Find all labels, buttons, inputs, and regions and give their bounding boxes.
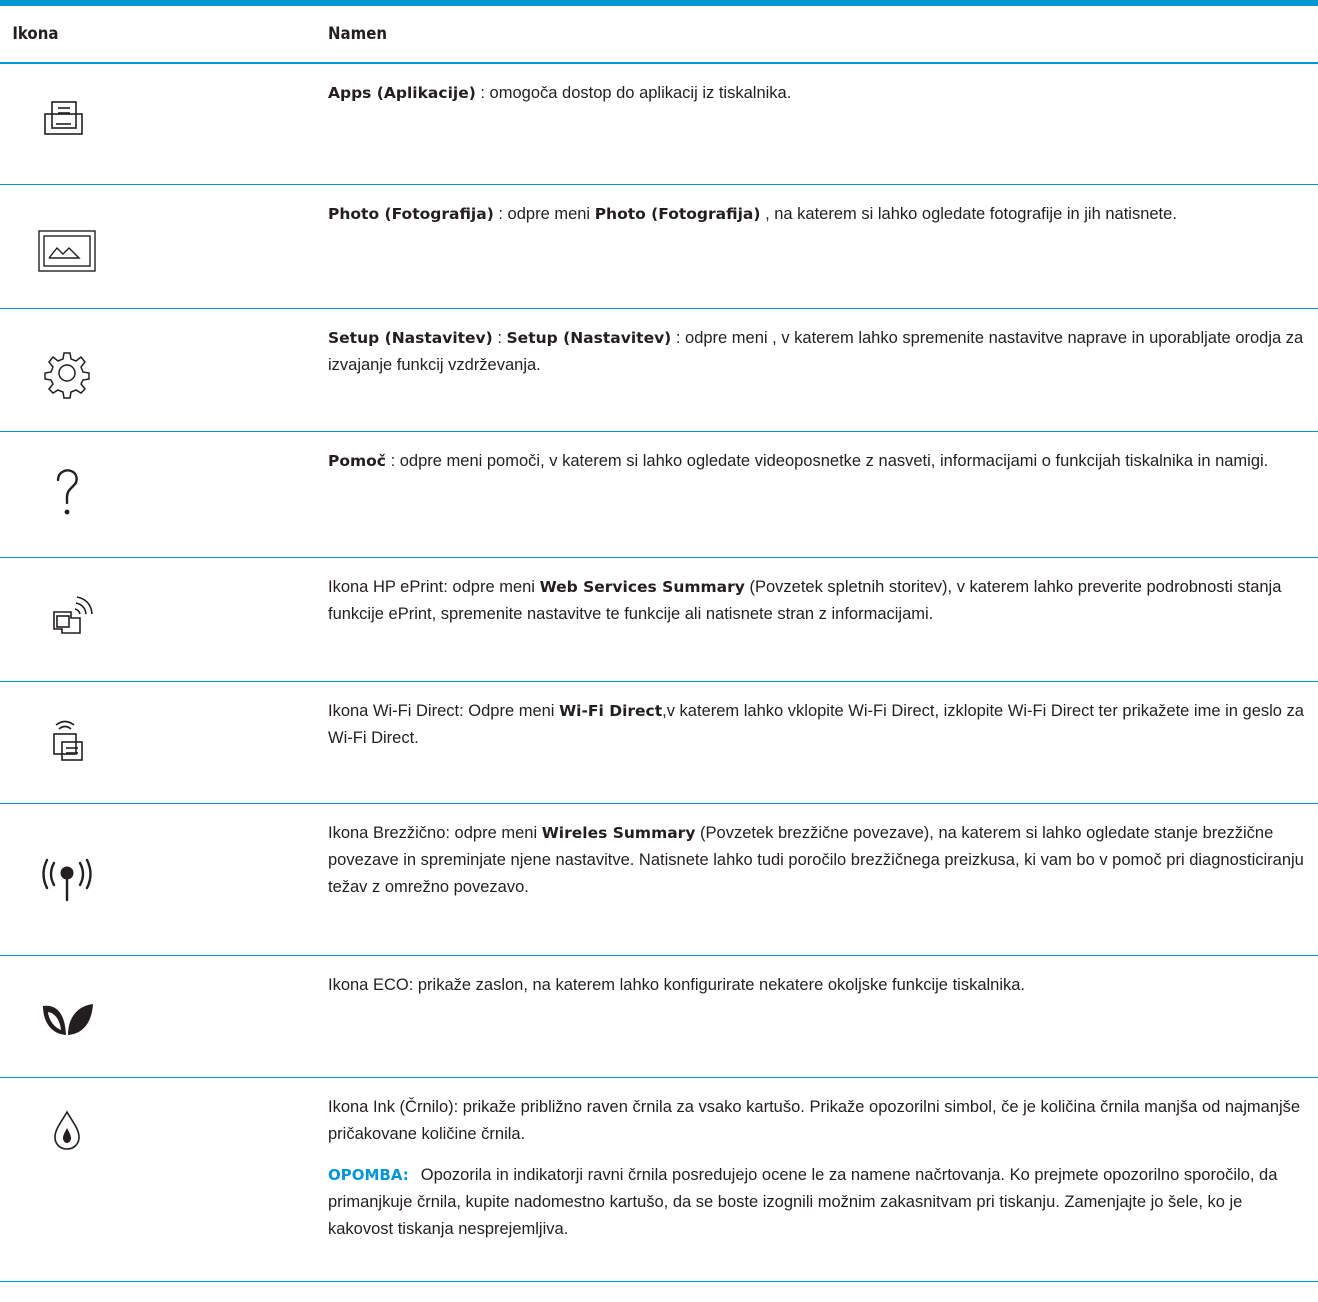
table-row <box>0 309 1318 432</box>
gear-icon <box>35 341 99 405</box>
table-row <box>0 558 1318 682</box>
column-header-purpose: Namen <box>328 24 388 44</box>
row-description: Ikona Ink (Črnilo): prikaže približno raven črnila za vsako kartušo. Prikaže opozorilni simbol, če je količina črnila manjša od najmanjše pričakovane količine črnila. OPOMBA: Opozorila in indikatorji ravni črnila posredujejo ocene le za namene načrtovanja. Ko prejmete opozorilno sporočilo, da primanjkuje črnila, kupite nadomestno kartušo, da se boste izognili možnim zakasnitvam pri tiskanju. Zamenjajte jo šele, ko je kakovost tiskanja nesprejemljiva. <box>328 1078 1318 1281</box>
note-label: OPOMBA: <box>328 1166 409 1184</box>
ink-drop-icon <box>35 1100 99 1164</box>
row-description: Setup (Nastavitev) : Setup (Nastavitev) : odpre meni , v katerem lahko spremenite nastavitve naprave in uporabljate orodja za izvajanje funkcij vzdrževanja. <box>328 329 1304 374</box>
row-description: Ikona Brezžično: odpre meni Wireles Summary (Povzetek brezžične povezave), na katerem si lahko ogledate stanje brezžične povezave in spreminjate njene nastavitve. Natisnete lahko tudi poročilo brezžičnega preizkusa, ki vam bo v pomoč pri diagnosticiranju težav z omrežno povezavo. <box>328 824 1304 896</box>
row-description: Pomoč : odpre meni pomoči, v katerem si lahko ogledate videoposnetke z nasveti, informacijami o funkcijah tiskalnika in namigi. <box>328 452 1269 470</box>
table-row <box>0 64 1318 185</box>
row-description: Photo (Fotografija) : odpre meni Photo (Fotografija) , na katerem si lahko ogledate fotografije in jih natisnete. <box>328 205 1177 223</box>
row-description: Apps (Aplikacije) : omogoča dostop do aplikacij iz tiskalnika. <box>328 84 792 102</box>
table-row <box>0 956 1318 1078</box>
table-row <box>0 804 1318 956</box>
wifi-direct-icon <box>35 712 99 776</box>
table-row <box>0 185 1318 309</box>
column-header-icon: Ikona <box>12 24 59 44</box>
table-row <box>0 682 1318 804</box>
table-row <box>0 432 1318 558</box>
note-paragraph: OPOMBA: Opozorila in indikatorji ravni črnila posredujejo ocene le za namene načrtovanja. Ko prejmete opozorilno sporočilo, da primanjkuje črnila, kupite nadomestno kartušo, da se boste izognili možnim zakasnitvam pri tiskanju. Zamenjajte jo šele, ko je kakovost tiskanja nesprejemljiva. <box>328 1166 1278 1238</box>
eprint-icon <box>35 588 99 652</box>
photo-icon <box>35 217 99 281</box>
help-icon <box>35 462 99 526</box>
row-description: Ikona Wi-Fi Direct: Odpre meni Wi-Fi Direct,v katerem lahko vklopite Wi-Fi Direct, izklopite Wi-Fi Direct ter prikažete ime in geslo za Wi-Fi Direct. <box>328 702 1304 747</box>
apps-icon <box>35 90 99 154</box>
table-header-row <box>0 6 1318 64</box>
wireless-icon <box>35 844 99 908</box>
eco-leaf-icon <box>35 988 99 1052</box>
row-description: Ikona HP ePrint: odpre meni Web Services Summary (Povzetek spletnih storitev), v katerem lahko preverite podrobnosti stanja funkcije ePrint, spremenite nastavitve te funkcije ali natisnete stran z informacijami. <box>328 578 1282 623</box>
table-row <box>0 1078 1318 1282</box>
row-description: Ikona ECO: prikaže zaslon, na katerem lahko konfigurirate nekatere okoljske funkcije tiskalnika. <box>328 976 1026 994</box>
